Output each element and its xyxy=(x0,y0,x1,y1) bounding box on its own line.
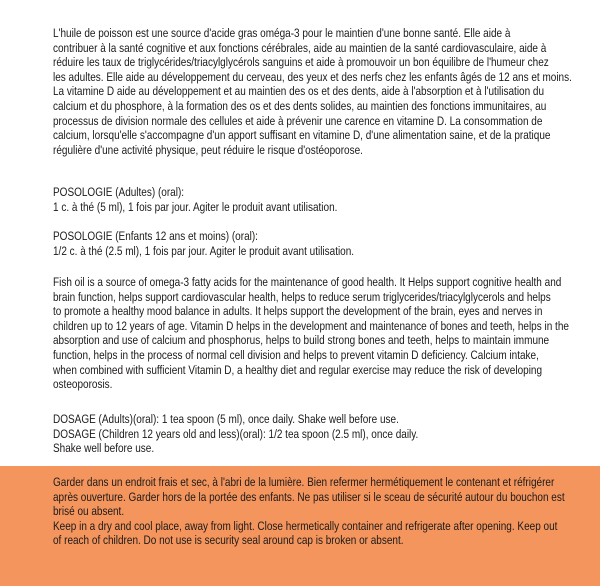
text-line: absorption and use of calcium and phosphorus, helps to build strong bones and teeth, helps to maintain immune xyxy=(53,333,550,348)
dosage-text: 1 c. à thé (5 ml), 1 fois par jour. Agiter le produit avant utilisation. xyxy=(53,199,338,214)
french-dosage-adults xyxy=(53,185,545,214)
french-description xyxy=(53,26,572,157)
text-line: children up to 12 years of age. Vitamin D helps in the development and maintenance of bones and teeth, helps in the xyxy=(53,318,569,333)
warning-line: of reach of children. Do not use is security seal around cap is broken or absent. xyxy=(53,533,404,548)
text-line: brain function, helps support cardiovascular health, helps to reduce serum triglycerides/triacylglycerols and helps xyxy=(53,289,551,304)
text-line: L'huile de poisson est une source d'acide gras oméga-3 pour le maintien d'une bonne santé. Elle aide à xyxy=(53,26,511,40)
text-line: function, helps in the process of normal cell division and helps to prevent vitamin D deficiency. Calcium intake, xyxy=(53,347,539,362)
warning-line: Keep in a dry and cool place, away from light. Close hermetically container and refrigerate after opening. Keep out xyxy=(53,518,558,533)
text-line: when combined with sufficient Vitamin D, a healthy diet and regular exercise may reduce the risk of developing xyxy=(53,362,543,377)
text-line: calcium et du phosphore, à la formation des os et des dents solides, au maintien des fonctions immunitaires, au xyxy=(53,98,547,113)
warning-line: après ouverture. Garder hors de la portée des enfants. Ne pas utiliser si le sceau de sécurité autour du bouchon est xyxy=(53,489,565,504)
text-line: osteoporosis. xyxy=(53,377,113,392)
dosage-heading: POSOLOGIE (Enfants 12 ans et moins) (oral): xyxy=(53,229,258,243)
english-description xyxy=(53,275,569,392)
dosage-line: Shake well before use. xyxy=(53,441,155,456)
dosage-heading: POSOLOGIE (Adultes) (oral): xyxy=(53,185,185,199)
text-line: processus de division normale des cellules et aide à prévenir une carence en vitamine D. La consommation de xyxy=(53,113,543,128)
dosage-text: 1/2 c. à thé (2.5 ml), 1 fois par jour. Agiter le produit avant utilisation. xyxy=(53,243,355,258)
text-line: Fish oil is a source of omega-3 fatty acids for the maintenance of good health. It Helps support cognitive health and xyxy=(53,275,562,289)
text-line: calcium, lorsqu'elle s'accompagne d'un apport suffisant en vitamine D, d'une alimentation saine, et de la pratique xyxy=(53,128,551,143)
text-line: les adultes. Elle aide au développement du cerveau, des yeux et des nerfs chez les enfants âgés de 12 ans et moins. xyxy=(53,69,572,84)
english-dosage xyxy=(53,412,545,456)
text-line: régulière d'une activité physique, peut réduire le risque d'ostéoporose. xyxy=(53,142,363,157)
storage-warning-text xyxy=(53,475,565,548)
french-dosage-children xyxy=(53,229,545,258)
storage-warning-box xyxy=(0,466,600,586)
dosage-line: DOSAGE (Adults)(oral): 1 tea spoon (5 ml), once daily. Shake well before use. xyxy=(53,412,399,426)
text-line: contribuer à la santé cognitive et aux fonctions cérébrales, aide au maintien de la santé cardiovasculaire, aide à xyxy=(53,40,547,55)
text-line: La vitamine D aide au développement et au maintien des os et des dents, aide à l'absorption et à l'utilisation du xyxy=(53,84,545,99)
dosage-line: DOSAGE (Children 12 years old and less)(oral): 1/2 tea spoon (2.5 ml), once daily. xyxy=(53,426,419,441)
text-line: to promote a healthy mood balance in adults. It helps support the development of the brain, eyes and nerves in xyxy=(53,304,543,319)
text-line: réduire les taux de triglycérides/triacylglycérols sanguins et aide à promouvoir un bon équilibre de l'humeur chez xyxy=(53,55,549,70)
warning-line: Garder dans un endroit frais et sec, à l'abri de la lumière. Bien refermer hermétiquement le contenant et réfrigérer xyxy=(53,475,555,489)
warning-line: brisé ou absent. xyxy=(53,504,125,519)
